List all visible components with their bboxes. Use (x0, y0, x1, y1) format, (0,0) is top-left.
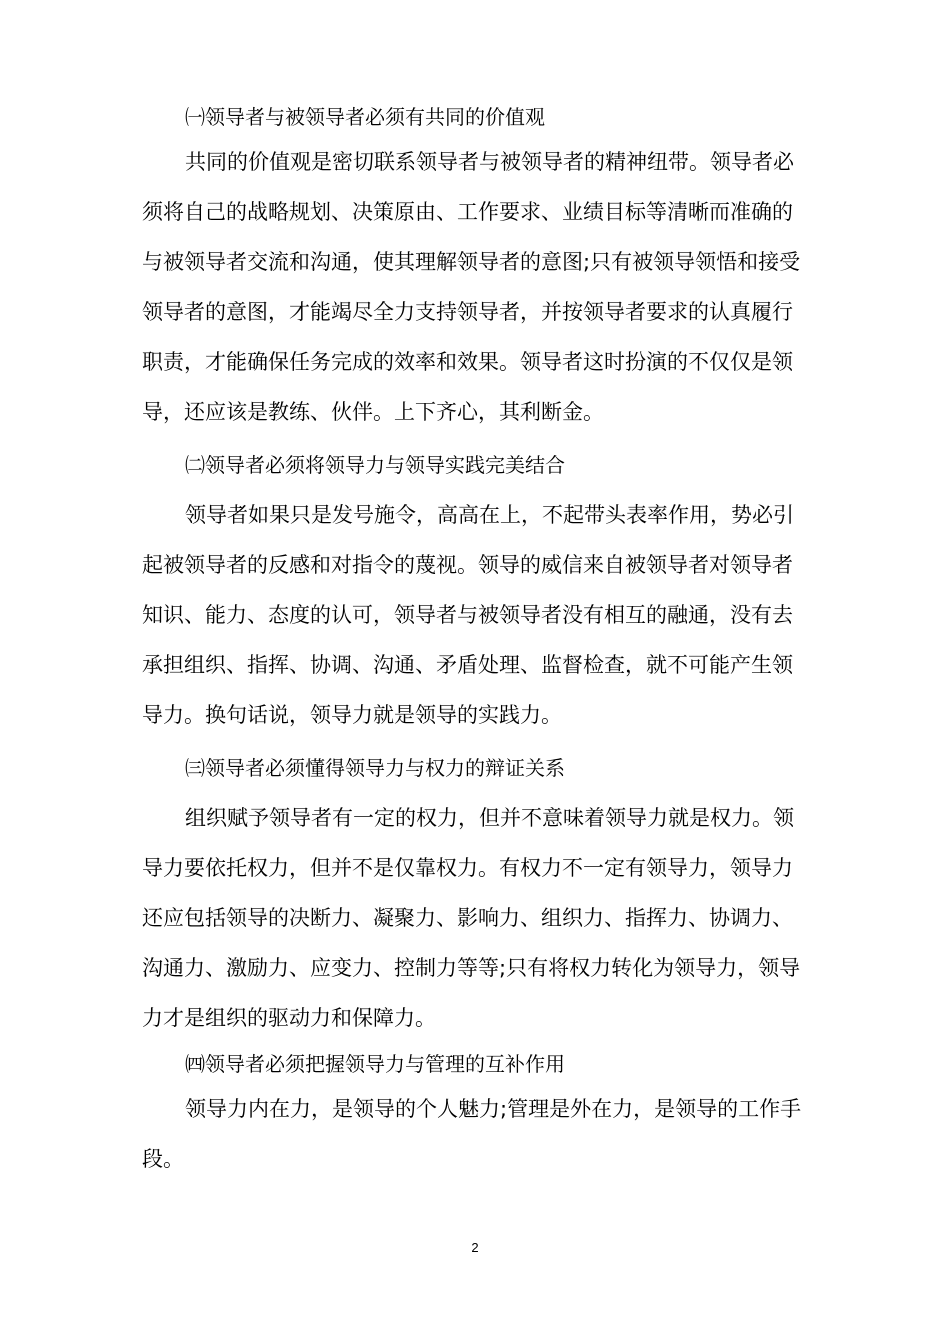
paragraph-line: 知识、能力、态度的认可，领导者与被领导者没有相互的融通，没有去 (142, 603, 793, 627)
paragraph-line: 领导者如果只是发号施令，高高在上，不起带头表率作用，势必引 (185, 503, 794, 527)
paragraph-line: 起被领导者的反感和对指令的蔑视。领导的威信来自被领导者对领导者 (142, 553, 793, 577)
paragraph-line: 领导者的意图，才能竭尽全力支持领导者，并按领导者要求的认真履行 (142, 300, 793, 324)
section-heading: ㈡领导者必须将领导力与领导实践完美结合 (185, 453, 565, 477)
section-heading: ㈠领导者与被领导者必须有共同的价值观 (185, 105, 545, 129)
paragraph-line: 共同的价值观是密切联系领导者与被领导者的精神纽带。领导者必 (185, 150, 794, 174)
paragraph-line: 力才是组织的驱动力和保障力。 (142, 1006, 436, 1030)
paragraph-line: 导力要依托权力，但并不是仅靠权力。有权力不一定有领导力，领导力 (142, 856, 793, 880)
section-heading: ㈣领导者必须把握领导力与管理的互补作用 (185, 1052, 565, 1076)
paragraph-line: 段。 (142, 1147, 184, 1171)
page-number: 2 (471, 1240, 479, 1255)
paragraph-line: 导，还应该是教练、伙伴。上下齐心，其利断金。 (142, 400, 604, 424)
paragraph-line: 沟通力、激励力、应变力、控制力等等;只有将权力转化为领导力，领导 (142, 956, 801, 980)
paragraph-line: 承担组织、指挥、协调、沟通、矛盾处理、监督检查，就不可能产生领 (142, 653, 793, 677)
paragraph-line: 须将自己的战略规划、决策原由、工作要求、业绩目标等清晰而准确的 (142, 200, 793, 224)
section-heading: ㈢领导者必须懂得领导力与权力的辩证关系 (185, 756, 565, 780)
paragraph-line: 还应包括领导的决断力、凝聚力、影响力、组织力、指挥力、协调力、 (142, 906, 793, 930)
paragraph-line: 组织赋予领导者有一定的权力，但并不意味着领导力就是权力。领 (185, 806, 794, 830)
paragraph-line: 领导力内在力，是领导的个人魅力;管理是外在力，是领导的工作手 (185, 1097, 802, 1121)
paragraph-line: 与被领导者交流和沟通，使其理解领导者的意图;只有被领导领悟和接受 (142, 250, 801, 274)
paragraph-line: 导力。换句话说，领导力就是领导的实践力。 (142, 703, 562, 727)
paragraph-line: 职责，才能确保任务完成的效率和效果。领导者这时扮演的不仅仅是领 (142, 350, 793, 374)
